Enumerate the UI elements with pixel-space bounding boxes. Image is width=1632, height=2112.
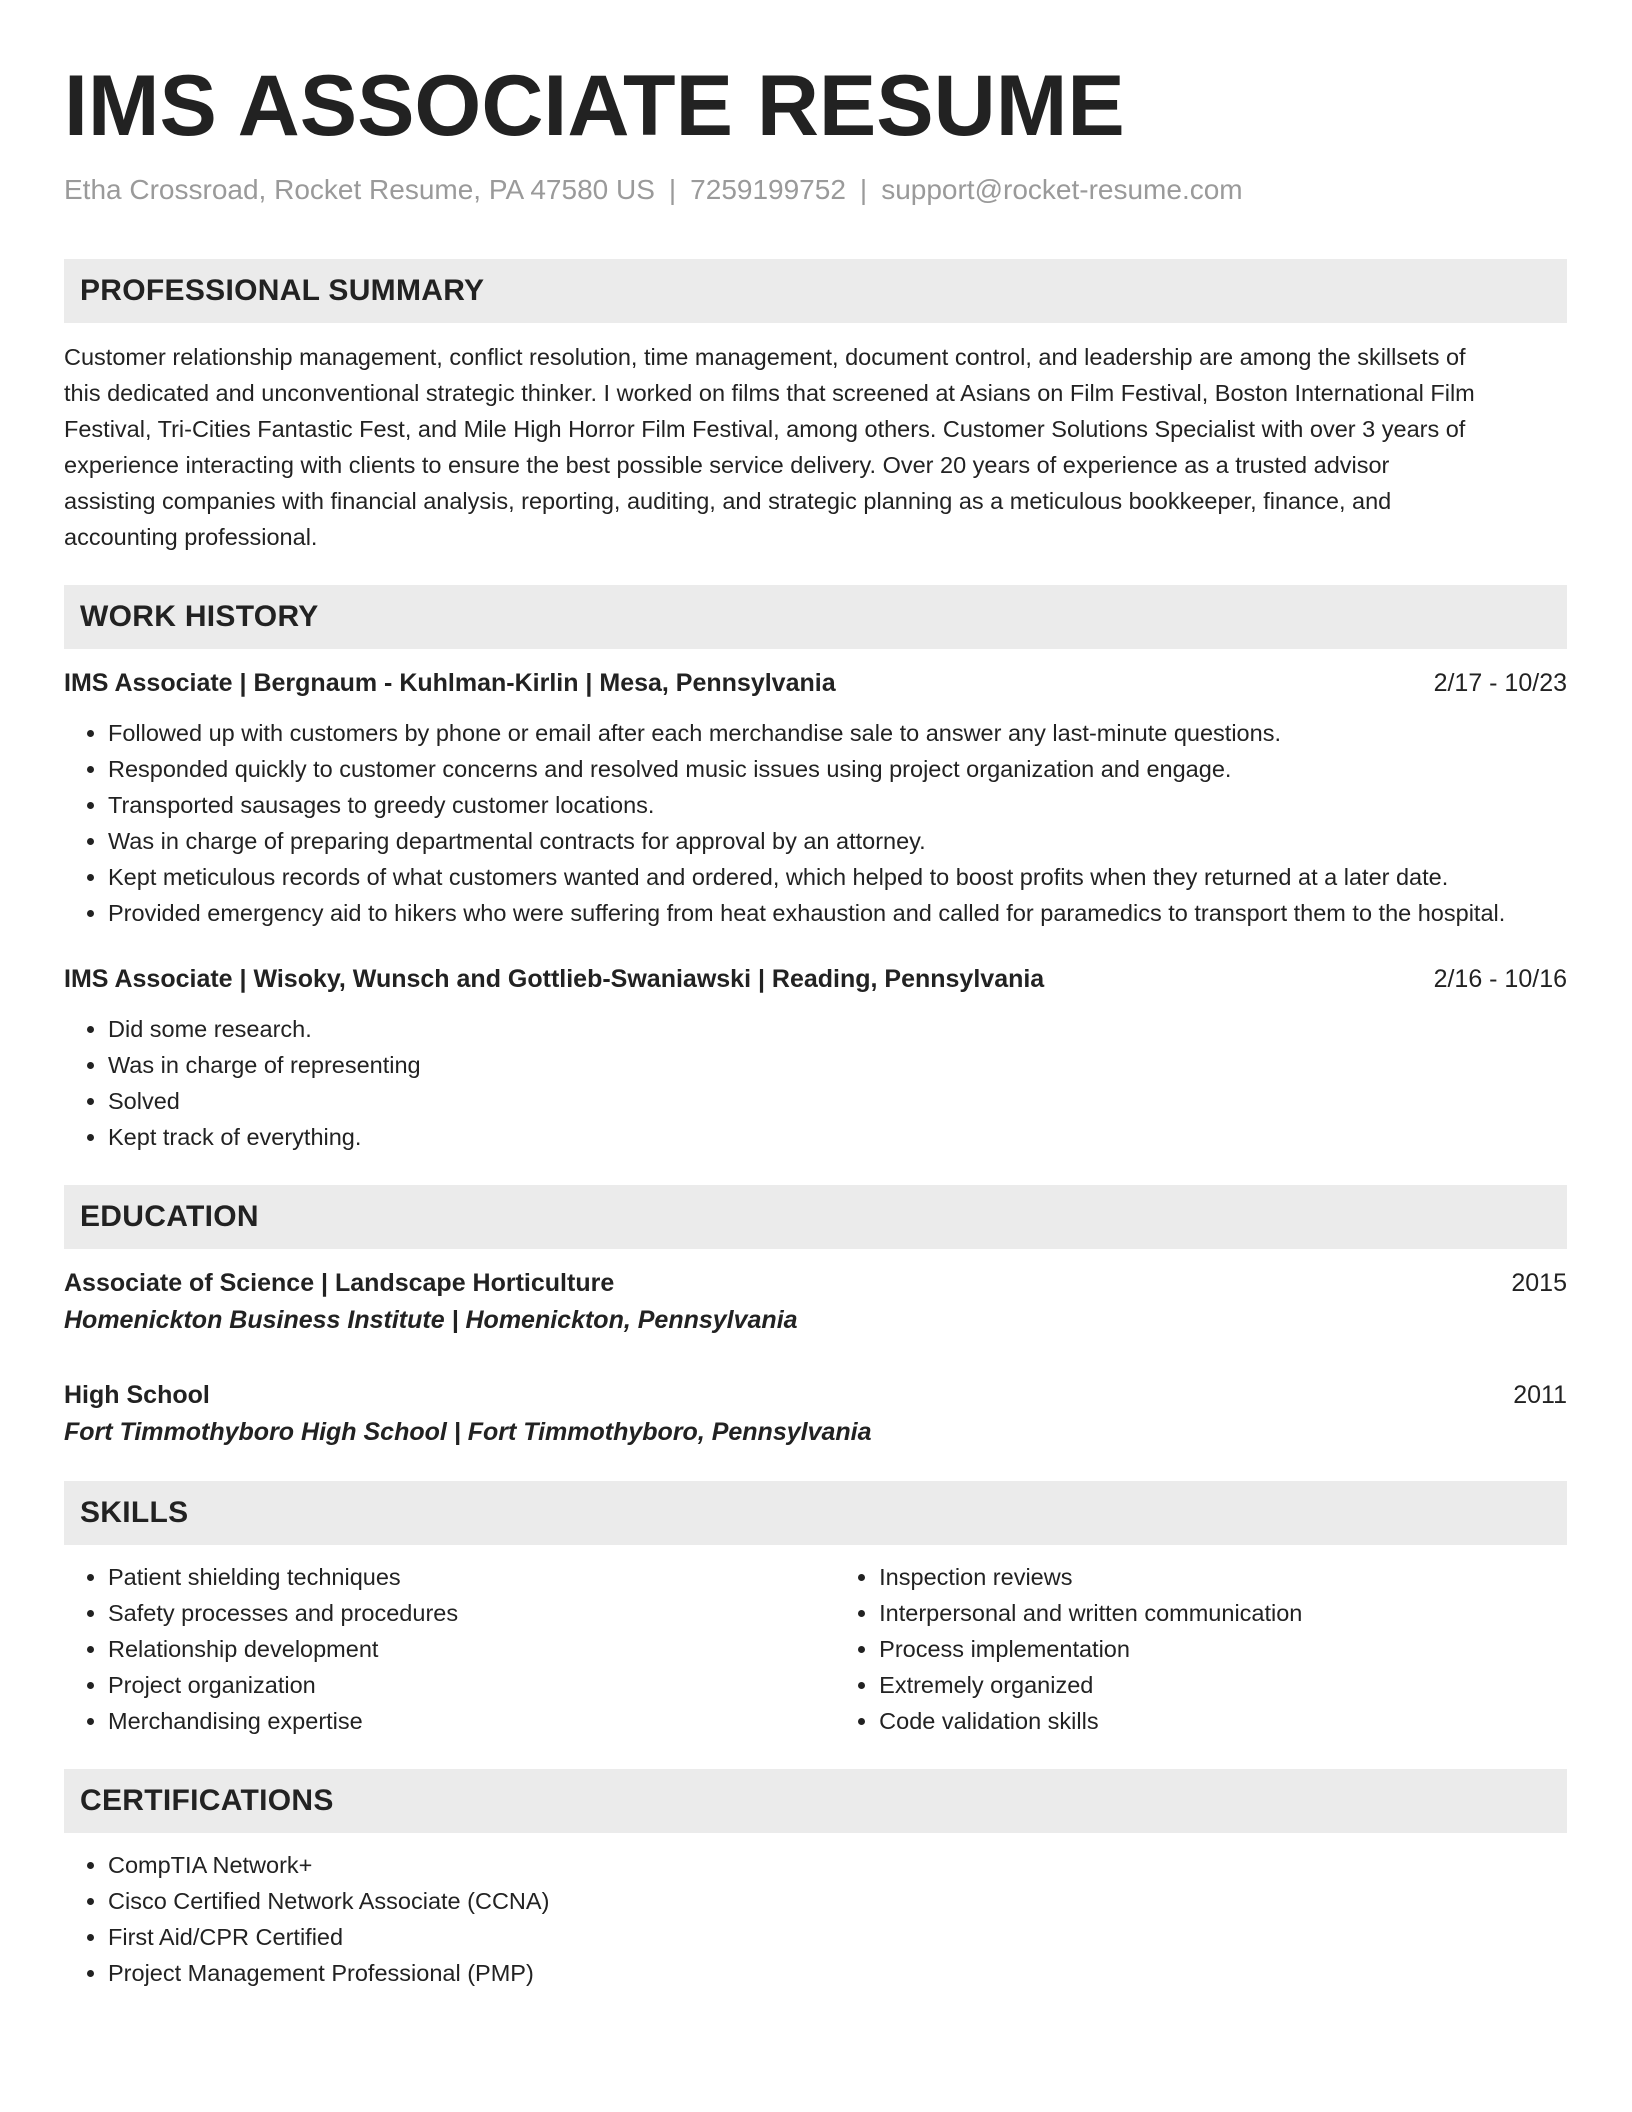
job-header (64, 961, 1567, 997)
job-bullet: • Responded quickly to customer concerns and resolved music issues using project organization and engage. (108, 751, 1567, 787)
certifications-list (64, 1847, 1567, 1991)
education-degree: Associate of Science | Landscape Horticulture (64, 1269, 615, 1297)
contact-email: support@rocket-resume.com (881, 174, 1243, 205)
job-bullet: • Kept track of everything. (108, 1119, 1567, 1155)
certification-item: • CompTIA Network+ (108, 1847, 1567, 1883)
skill-item: • Inspection reviews (879, 1559, 1567, 1595)
job-title: IMS Associate | Wisoky, Wunsch and Gottlieb-Swaniawski | Reading, Pennsylvania (64, 965, 1045, 993)
skill-item: • Code validation skills (879, 1703, 1567, 1739)
section-header-skills: SKILLS (64, 1481, 1567, 1545)
education-entry (64, 1265, 1567, 1339)
job-bullets (64, 715, 1567, 931)
job-date: 2/16 - 10/16 (1433, 965, 1567, 993)
job-bullet: • Was in charge of preparing departmental contracts for approval by an attorney. (108, 823, 1567, 859)
summary-line: assisting companies with financial analysis, reporting, auditing, and strategic planning as a meticulous bookkeeper, finance, and (64, 488, 1392, 514)
job-bullet: • Was in charge of representing (108, 1047, 1567, 1083)
job-title: IMS Associate | Bergnaum - Kuhlman-Kirlin | Mesa, Pennsylvania (64, 669, 836, 697)
job-bullet: • Provided emergency aid to hikers who were suffering from heat exhaustion and called for paramedics to transport them to the hospital. (108, 895, 1567, 931)
job-bullet: • Did some research. (108, 1011, 1567, 1047)
job-bullet: • Solved (108, 1083, 1567, 1119)
education-school: Fort Timmothyboro High School | Fort Timmothyboro, Pennsylvania (64, 1418, 872, 1446)
summary-line: accounting professional. (64, 524, 318, 550)
summary-line: this dedicated and unconventional strategic thinker. I worked on films that screened at Asians on Film Festival, Boston International Film (64, 380, 1475, 406)
skills-grid (64, 1559, 1567, 1739)
education-year: 2015 (1511, 1269, 1567, 1297)
contact-separator: | (859, 174, 868, 205)
job-date: 2/17 - 10/23 (1433, 669, 1567, 697)
job-entry (64, 961, 1567, 1155)
contact-line (64, 172, 1567, 208)
skill-item: • Extremely organized (879, 1667, 1567, 1703)
job-entry (64, 665, 1567, 931)
skills-column-right (835, 1559, 1567, 1739)
skills-column-left (64, 1559, 835, 1739)
job-bullet: • Transported sausages to greedy customer locations. (108, 787, 1567, 823)
summary-line: Festival, Tri-Cities Fantastic Fest, and Mile High Horror Film Festival, among others. Customer Solutions Specialist with over 3 years of (64, 416, 1466, 442)
summary-text (64, 339, 1567, 555)
certification-item: • Project Management Professional (PMP) (108, 1955, 1567, 1991)
education-degree: High School (64, 1381, 210, 1409)
section-header-summary: PROFESSIONAL SUMMARY (64, 259, 1567, 323)
section-header-work-history: WORK HISTORY (64, 585, 1567, 649)
skill-item: • Process implementation (879, 1631, 1567, 1667)
skill-item: • Patient shielding techniques (108, 1559, 835, 1595)
certification-item: • Cisco Certified Network Associate (CCNA) (108, 1883, 1567, 1919)
skill-item: • Safety processes and procedures (108, 1595, 835, 1631)
skill-item: • Interpersonal and written communication (879, 1595, 1567, 1631)
skill-item: • Project organization (108, 1667, 835, 1703)
job-bullets (64, 1011, 1567, 1155)
education-header (64, 1377, 1567, 1413)
job-bullet: • Followed up with customers by phone or email after each merchandise sale to answer any last-minute questions. (108, 715, 1567, 751)
job-header (64, 665, 1567, 701)
section-header-certifications: CERTIFICATIONS (64, 1769, 1567, 1833)
education-header (64, 1265, 1567, 1301)
education-year: 2011 (1513, 1381, 1567, 1409)
summary-line: experience interacting with clients to ensure the best possible service delivery. Over 20 years of experience as a trusted advisor (64, 452, 1390, 478)
skill-item: • Relationship development (108, 1631, 835, 1667)
summary-line: Customer relationship management, conflict resolution, time management, document control, and leadership are among the skillsets of (64, 344, 1466, 370)
skill-item: • Merchandising expertise (108, 1703, 835, 1739)
contact-separator: | (668, 174, 677, 205)
education-entry (64, 1377, 1567, 1451)
resume-title: IMS ASSOCIATE RESUME (64, 58, 1125, 154)
contact-phone: 7259199752 (690, 174, 846, 205)
contact-address: Etha Crossroad, Rocket Resume, PA 47580 US (64, 174, 655, 205)
education-school: Homenickton Business Institute | Homenickton, Pennsylvania (64, 1306, 798, 1334)
section-header-education: EDUCATION (64, 1185, 1567, 1249)
certification-item: • First Aid/CPR Certified (108, 1919, 1567, 1955)
job-bullet: • Kept meticulous records of what customers wanted and ordered, which helped to boost profits when they returned at a later date. (108, 859, 1567, 895)
